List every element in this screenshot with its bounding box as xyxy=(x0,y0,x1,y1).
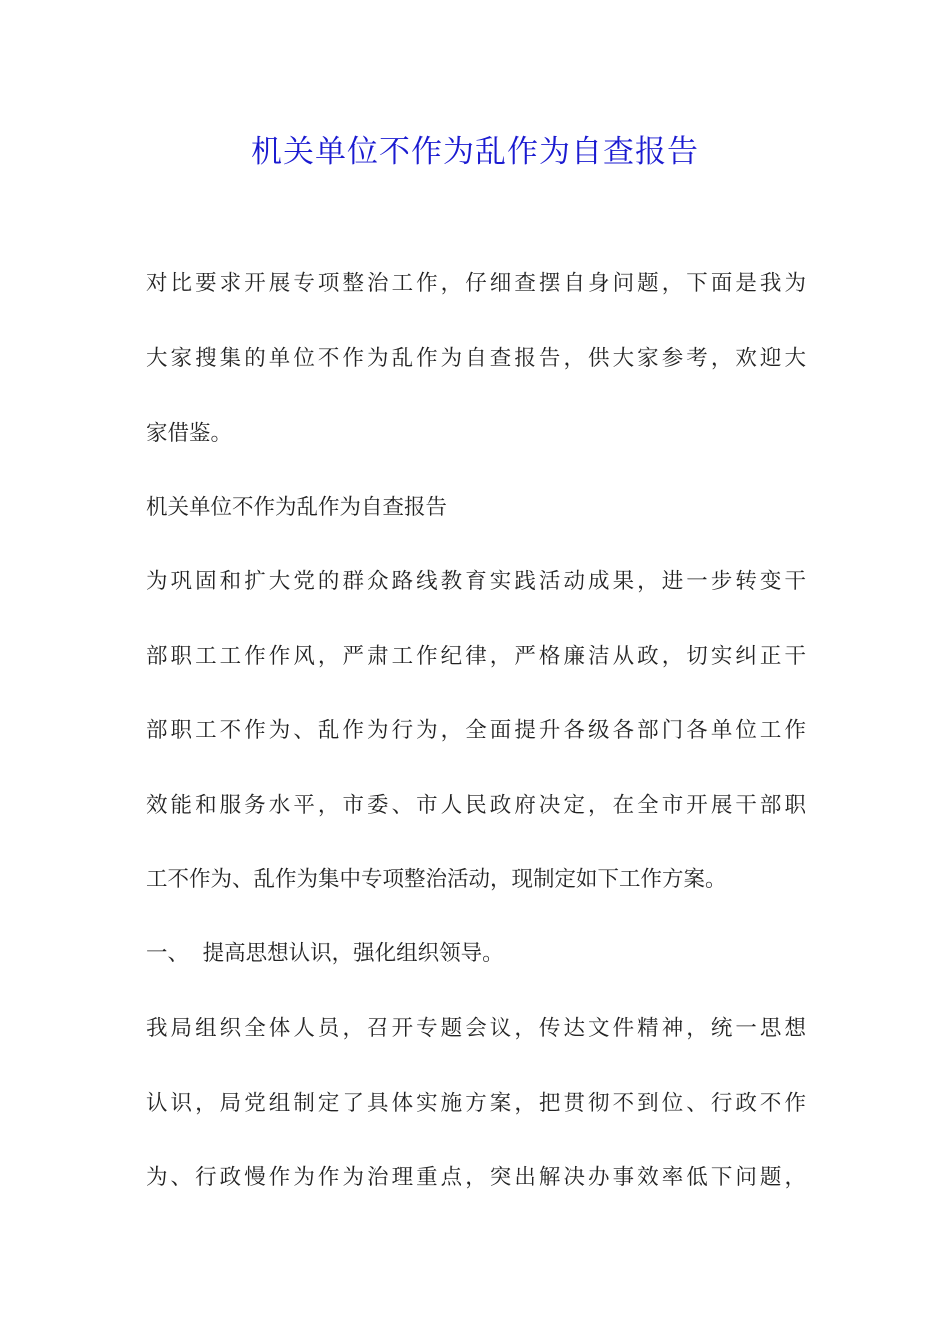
section-subtitle: 机关单位不作为乱作为自查报告 xyxy=(146,495,448,520)
paragraph-line: 我局组织全体人员，召开专题会议，传达文件精神，统一思想 xyxy=(146,1016,806,1041)
section-heading: 一、 提高思想认识，强化组织领导。 xyxy=(146,941,504,966)
paragraph-line: 大家搜集的单位不作为乱作为自查报告，供大家参考，欢迎大 xyxy=(146,346,806,371)
paragraph-line: 工不作为、乱作为集中专项整治活动，现制定如下工作方案。 xyxy=(146,867,727,892)
paragraph-line: 部职工工作作风，严肃工作纪律，严格廉洁从政，切实纠正干 xyxy=(146,644,806,669)
paragraph-line: 家借鉴。 xyxy=(146,421,233,446)
paragraph-line: 为、行政慢作为作为治理重点，突出解决办事效率低下问题， xyxy=(146,1165,806,1190)
paragraph-line: 部职工不作为、乱作为行为，全面提升各级各部门各单位工作 xyxy=(146,718,806,743)
document-title: 机关单位不作为乱作为自查报告 xyxy=(251,134,699,170)
paragraph-line: 为巩固和扩大党的群众路线教育实践活动成果，进一步转变干 xyxy=(146,569,806,594)
paragraph-line: 效能和服务水平，市委、市人民政府决定，在全市开展干部职 xyxy=(146,793,806,818)
paragraph-line: 对比要求开展专项整治工作，仔细查摆自身问题，下面是我为 xyxy=(146,271,806,296)
paragraph-line: 认识，局党组制定了具体实施方案，把贯彻不到位、行政不作 xyxy=(146,1091,806,1116)
